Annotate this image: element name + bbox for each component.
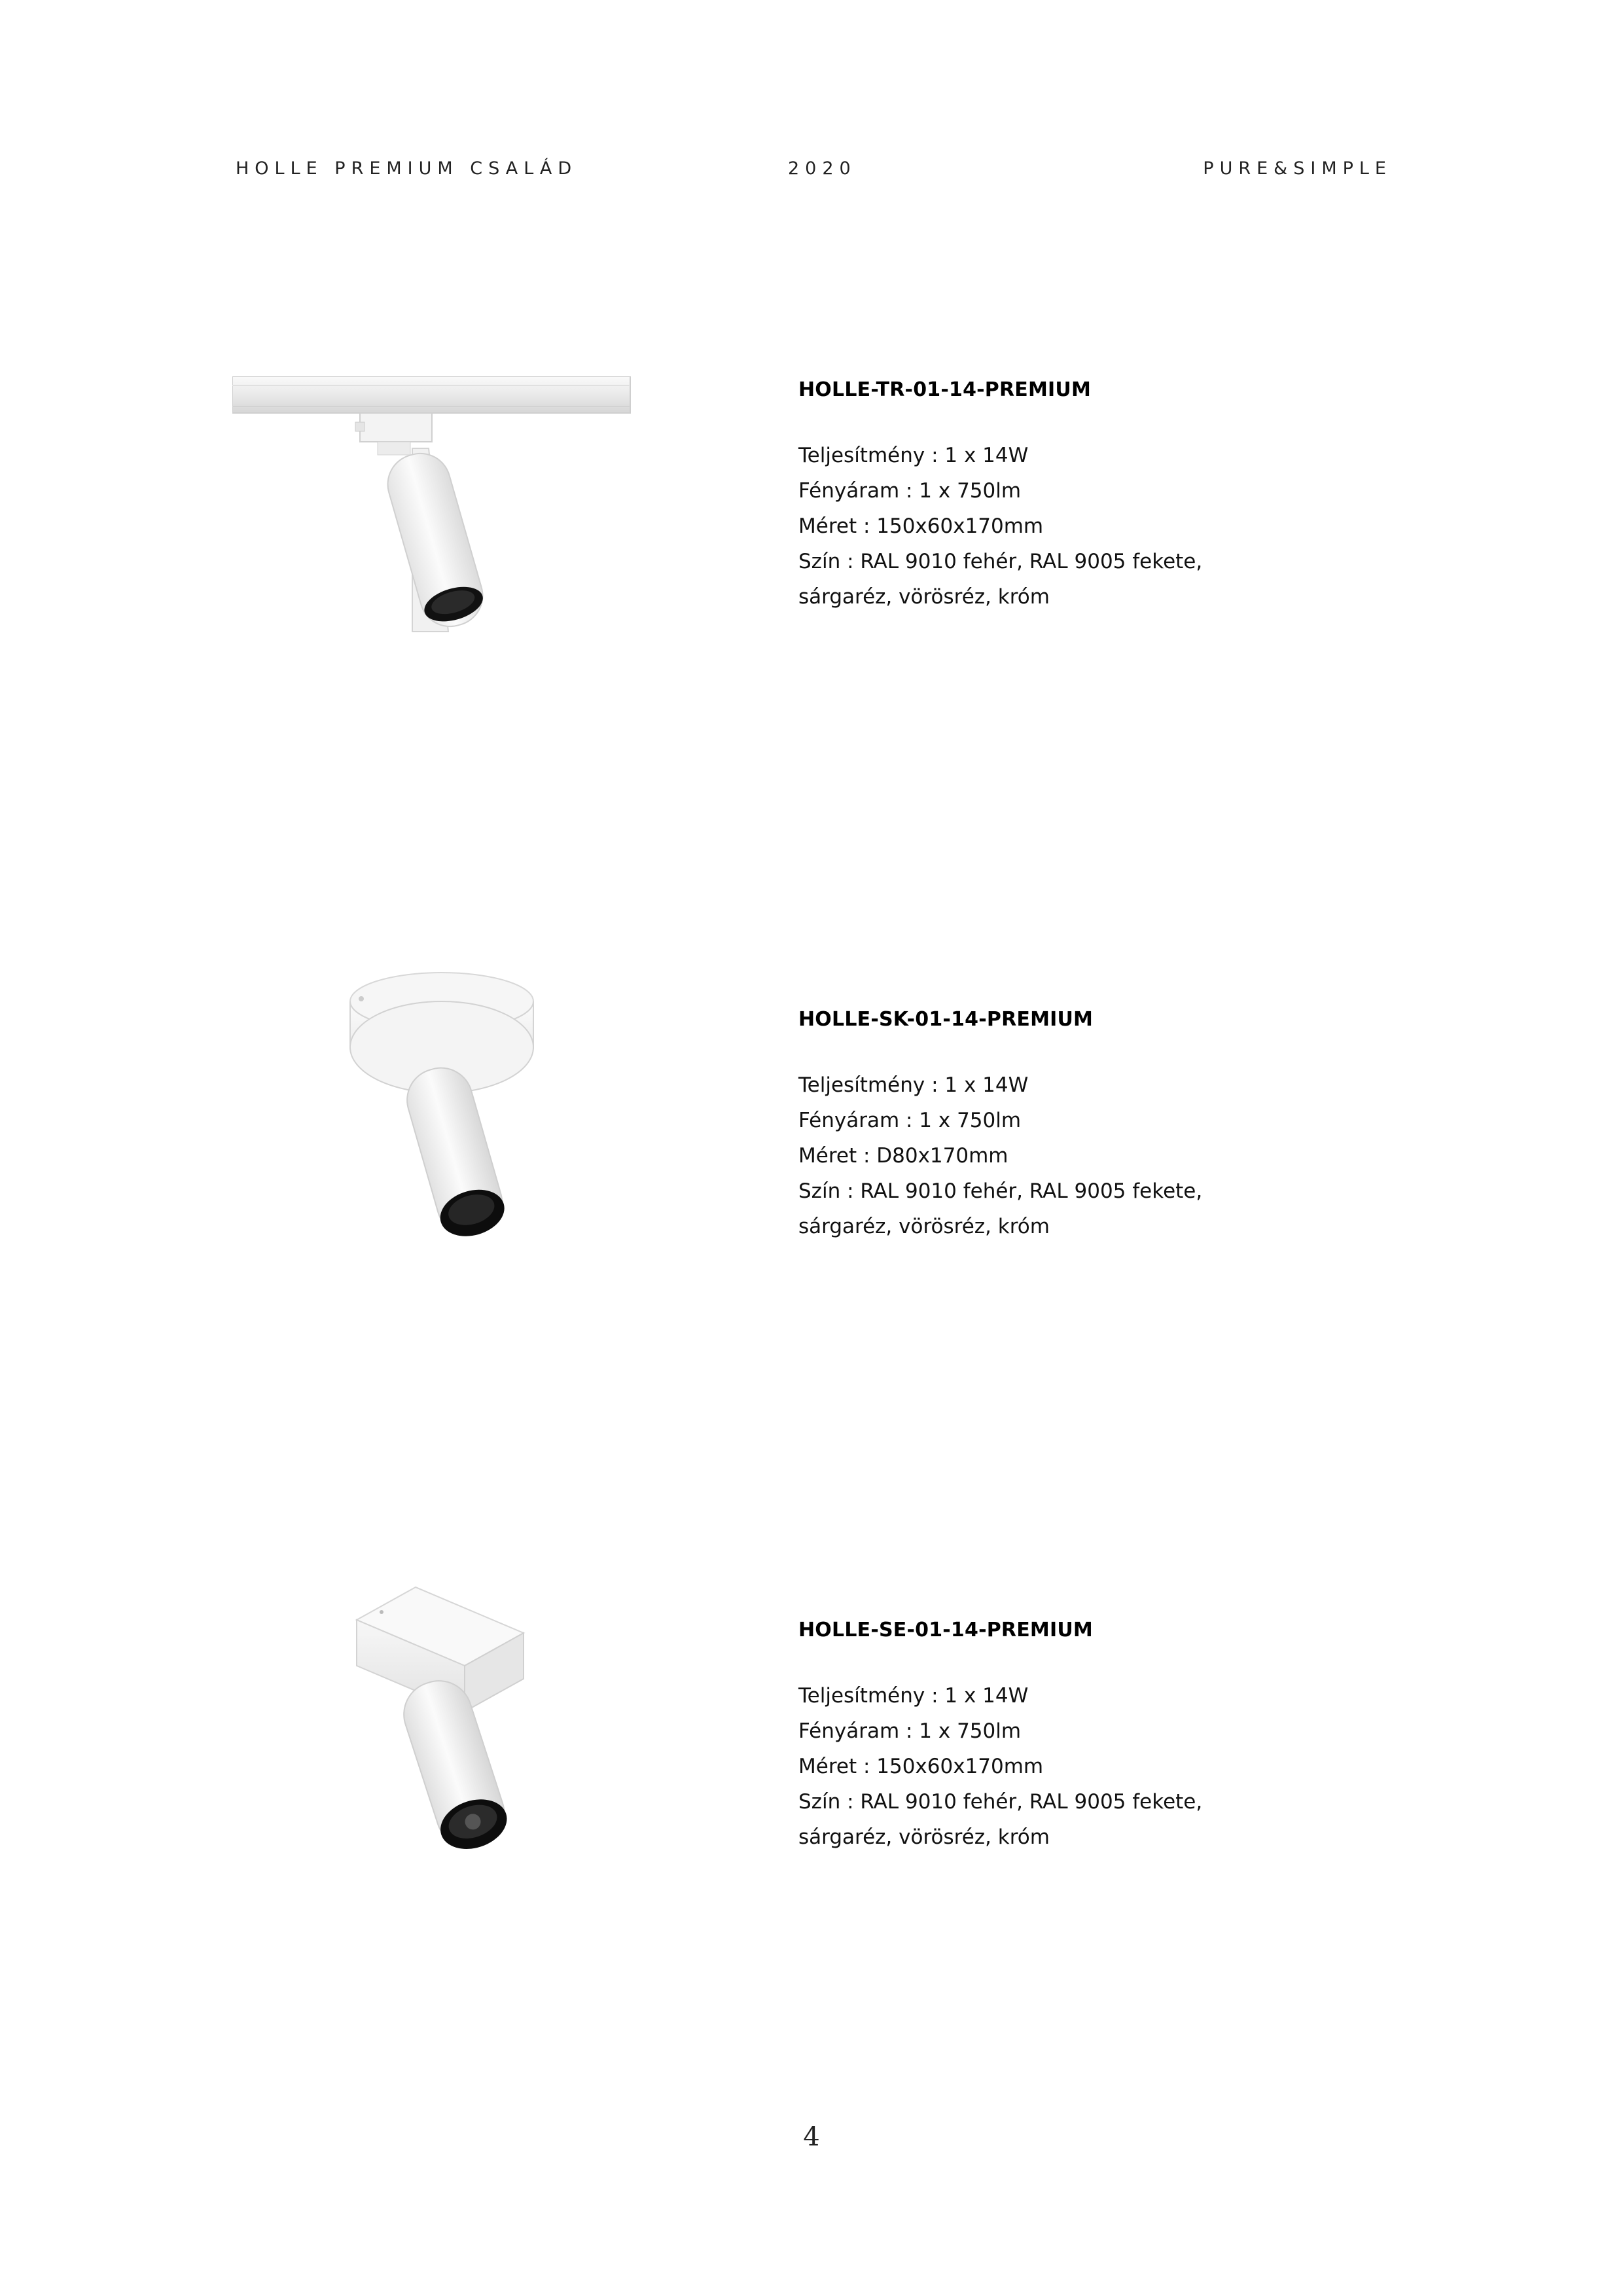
product-code: HOLLE-SK-01-14-PREMIUM xyxy=(798,1008,1094,1031)
spec-color: Szín : RAL 9010 fehér, RAL 9005 fekete, xyxy=(798,1790,1203,1814)
product-info-3 xyxy=(798,1619,1257,1855)
spec-luminous-flux: Fényáram : 1 x 750lm xyxy=(798,479,1022,503)
spec-color-continued: sárgaréz, vörösréz, króm xyxy=(798,1215,1050,1238)
header-family-title: HOLLE PREMIUM CSALÁD xyxy=(236,158,578,179)
spec-color: Szín : RAL 9010 fehér, RAL 9005 fekete, xyxy=(798,1179,1203,1203)
product-code: HOLLE-TR-01-14-PREMIUM xyxy=(798,378,1092,401)
spec-color-continued: sárgaréz, vörösréz, króm xyxy=(798,1825,1050,1849)
spec-power: Teljesítmény : 1 x 14W xyxy=(798,1073,1029,1097)
spec-color-continued: sárgaréz, vörösréz, króm xyxy=(798,585,1050,609)
spec-size: Méret : 150x60x170mm xyxy=(798,1755,1044,1778)
spec-power: Teljesítmény : 1 x 14W xyxy=(798,444,1029,467)
page-number: 4 xyxy=(803,2122,820,2152)
spec-luminous-flux: Fényáram : 1 x 750lm xyxy=(798,1109,1022,1132)
spec-power: Teljesítmény : 1 x 14W xyxy=(798,1684,1029,1708)
track-spotlight-image xyxy=(232,376,638,638)
product-info-1 xyxy=(798,378,1257,615)
product-info-2 xyxy=(798,1008,1257,1244)
spec-size: Méret : 150x60x170mm xyxy=(798,514,1044,538)
ceiling-box-spotlight-image xyxy=(350,1581,553,1862)
header-tagline: PURE&SIMPLE xyxy=(1203,158,1392,179)
header-year: 2020 xyxy=(788,158,857,179)
spec-color: Szín : RAL 9010 fehér, RAL 9005 fekete, xyxy=(798,550,1203,573)
spec-size: Méret : D80x170mm xyxy=(798,1144,1008,1168)
ceiling-round-spotlight-image xyxy=(340,962,550,1257)
spec-luminous-flux: Fényáram : 1 x 750lm xyxy=(798,1719,1022,1743)
product-code: HOLLE-SE-01-14-PREMIUM xyxy=(798,1619,1093,1641)
